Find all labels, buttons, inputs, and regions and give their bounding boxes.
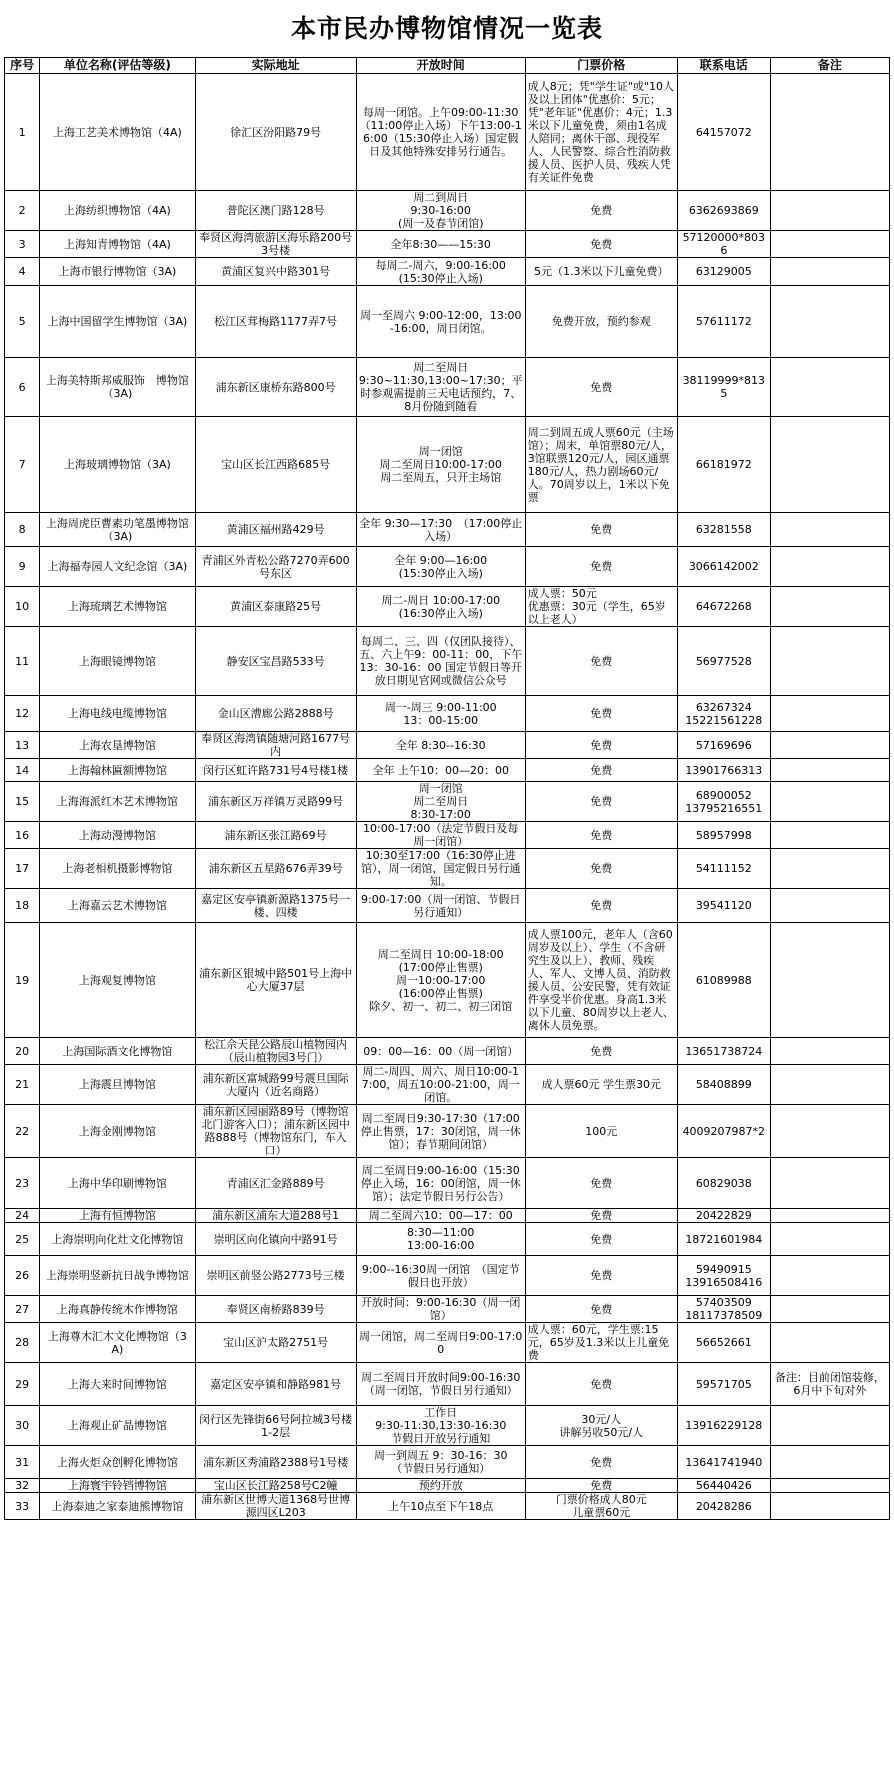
cell-price: 100元 [525, 1105, 677, 1158]
cell-price: 免费 [525, 1158, 677, 1209]
table-row [5, 547, 890, 587]
cell-hours: 周一闭馆 周二至周日 8:30-17:00 [356, 782, 525, 822]
cell-address: 松江佘天昆公路辰山植物园内（辰山植物园3号门） [195, 1038, 356, 1065]
cell-address: 浦东新区张江路69号 [195, 822, 356, 849]
cell-no: 16 [5, 822, 40, 849]
cell-name: 上海泰迪之家泰迪熊博物馆 [40, 1493, 195, 1520]
cell-remark [770, 782, 889, 822]
cell-address: 宝山区长江路258号C2幢 [195, 1479, 356, 1493]
cell-name: 上海玻璃博物馆（3A) [40, 417, 195, 513]
cell-remark [770, 1158, 889, 1209]
cell-phone: 68900052 13795216551 [677, 782, 770, 822]
cell-no: 3 [5, 231, 40, 258]
cell-remark [770, 513, 889, 547]
cell-no: 14 [5, 759, 40, 782]
cell-phone: 3066142002 [677, 547, 770, 587]
cell-address: 浦东新区万祥镇万灵路99号 [195, 782, 356, 822]
cell-no: 21 [5, 1065, 40, 1105]
cell-remark [770, 889, 889, 923]
cell-no: 17 [5, 849, 40, 889]
cell-price: 成人票100元，老年人（含60周岁及以上）、学生（不含研究生及以上）、教师、残疾人、军人、文博人员、消防救援人员、公安民警，凭有效证件享受半价优惠。身高1.3米以下儿童、80周岁以上老人、离休人员免票。 [525, 923, 677, 1038]
cell-price: 免费开放，预约参观 [525, 286, 677, 358]
cell-hours: 周一闭馆 周二至周日10:00-17:00 周二至周五，只开主场馆 [356, 417, 525, 513]
header-address: 实际地址 [195, 58, 356, 74]
table-row [5, 74, 890, 191]
cell-no: 29 [5, 1363, 40, 1406]
cell-address: 黄浦区福州路429号 [195, 513, 356, 547]
cell-phone: 66181972 [677, 417, 770, 513]
cell-price: 免费 [525, 1038, 677, 1065]
cell-remark [770, 191, 889, 231]
cell-price: 免费 [525, 513, 677, 547]
cell-name: 上海电线电缆博物馆 [40, 696, 195, 732]
cell-phone: 13641741940 [677, 1446, 770, 1479]
cell-phone: 13901766313 [677, 759, 770, 782]
cell-no: 2 [5, 191, 40, 231]
cell-price: 免费 [525, 1446, 677, 1479]
cell-name: 上海工艺美术博物馆（4A) [40, 74, 195, 191]
table-row [5, 1406, 890, 1446]
cell-name: 上海震旦博物馆 [40, 1065, 195, 1105]
cell-no: 15 [5, 782, 40, 822]
cell-name: 上海大来时间博物馆 [40, 1363, 195, 1406]
cell-remark [770, 258, 889, 286]
cell-remark [770, 849, 889, 889]
cell-name: 上海美特斯邦威服饰 博物馆（3A) [40, 358, 195, 417]
table-row [5, 1158, 890, 1209]
header-price: 门票价格 [525, 58, 677, 74]
cell-price: 免费 [525, 849, 677, 889]
cell-remark [770, 1038, 889, 1065]
cell-phone: 18721601984 [677, 1223, 770, 1256]
cell-address: 松江区茸梅路1177弄7号 [195, 286, 356, 358]
cell-no: 8 [5, 513, 40, 547]
cell-address: 奉贤区南桥路839号 [195, 1296, 356, 1323]
cell-address: 浦东新区康桥东路800号 [195, 358, 356, 417]
cell-phone: 63129005 [677, 258, 770, 286]
cell-name: 上海周虎臣曹素功笔墨博物馆（3A) [40, 513, 195, 547]
cell-hours: 周二至周日9:00-16:00（15:30停止入场，16：00闭馆，周一休馆）；法定节假日另行公告） [356, 1158, 525, 1209]
header-no: 序号 [5, 58, 40, 74]
cell-price: 免费 [525, 1209, 677, 1223]
cell-phone: 61089988 [677, 923, 770, 1038]
table-row [5, 1038, 890, 1065]
cell-name: 上海眼镜博物馆 [40, 627, 195, 696]
cell-price: 免费 [525, 1256, 677, 1296]
cell-name: 上海观止矿晶博物馆 [40, 1406, 195, 1446]
cell-hours: 开放时间：9:00-16:30（周一闭馆） [356, 1296, 525, 1323]
cell-price: 免费 [525, 732, 677, 759]
cell-remark [770, 923, 889, 1038]
cell-name: 上海翰林匾额博物馆 [40, 759, 195, 782]
cell-address: 浦东新区园丽路89号（博物馆北门游客入口）；浦东新区园中路888号（博物馆东门，车入口） [195, 1105, 356, 1158]
cell-remark [770, 759, 889, 782]
museum-table [4, 57, 890, 1520]
cell-address: 崇明区向化镇向中路91号 [195, 1223, 356, 1256]
cell-hours: 周二至周日 9:30~11:30,13:00~17:30；平时参观需提前三天电话预约，7、8月份随到随看 [356, 358, 525, 417]
cell-name: 上海寰宇铃铛博物馆 [40, 1479, 195, 1493]
cell-no: 5 [5, 286, 40, 358]
cell-name: 上海崇明向化灶文化博物馆 [40, 1223, 195, 1256]
cell-price: 免费 [525, 696, 677, 732]
cell-name: 上海观复博物馆 [40, 923, 195, 1038]
cell-remark [770, 1065, 889, 1105]
cell-hours: 周二-周日 10:00-17:00 (16:30停止入场) [356, 587, 525, 627]
cell-address: 黄浦区泰康路25号 [195, 587, 356, 627]
table-row [5, 759, 890, 782]
cell-hours: 10:00-17:00（法定节假日及每周一闭馆） [356, 822, 525, 849]
cell-no: 25 [5, 1223, 40, 1256]
cell-hours: 9:00-17:00（周一闭馆、节假日另行通知） [356, 889, 525, 923]
table-row [5, 782, 890, 822]
cell-name: 上海崇明竖新抗日战争博物馆 [40, 1256, 195, 1296]
cell-no: 18 [5, 889, 40, 923]
table-row [5, 923, 890, 1038]
cell-price: 免费 [525, 782, 677, 822]
cell-phone: 39541120 [677, 889, 770, 923]
cell-price: 免费 [525, 1479, 677, 1493]
table-row [5, 822, 890, 849]
table-body [5, 74, 890, 1520]
cell-hours: 周一至周六 9:00-12:00，13:00-16:00，周日闭馆。 [356, 286, 525, 358]
cell-remark [770, 74, 889, 191]
cell-name: 上海火炬众创孵化博物馆 [40, 1446, 195, 1479]
cell-name: 上海金刚博物馆 [40, 1105, 195, 1158]
cell-remark [770, 732, 889, 759]
cell-phone: 4009207987*2 [677, 1105, 770, 1158]
cell-name: 上海知青博物馆（4A) [40, 231, 195, 258]
table-row [5, 587, 890, 627]
cell-hours: 全年 上午10：00—20：00 [356, 759, 525, 782]
cell-phone: 59490915 13916508416 [677, 1256, 770, 1296]
cell-address: 浦东新区五星路676弄39号 [195, 849, 356, 889]
cell-remark [770, 1209, 889, 1223]
cell-price: 成人票：50元 优惠票：30元（学生，65岁以上老人） [525, 587, 677, 627]
cell-phone: 56652661 [677, 1323, 770, 1363]
cell-no: 7 [5, 417, 40, 513]
cell-remark [770, 1223, 889, 1256]
cell-remark [770, 1323, 889, 1363]
table-row [5, 258, 890, 286]
cell-no: 22 [5, 1105, 40, 1158]
cell-phone: 58408899 [677, 1065, 770, 1105]
cell-name: 上海真静传统木作博物馆 [40, 1296, 195, 1323]
table-row [5, 1479, 890, 1493]
table-row [5, 1209, 890, 1223]
cell-remark [770, 1446, 889, 1479]
cell-phone: 57403509 18117378509 [677, 1296, 770, 1323]
cell-name: 上海有恒博物馆 [40, 1209, 195, 1223]
cell-price: 30元/人 讲解另收50元/人 [525, 1406, 677, 1446]
cell-address: 宝山区沪太路2751号 [195, 1323, 356, 1363]
cell-price: 周二到周五成人票60元（主场馆）；周末，单馆票80元/人，3馆联票120元/人，园区通票180元/人，热力剧场60元/人。70周岁以上，1米以下免票 [525, 417, 677, 513]
cell-remark [770, 587, 889, 627]
cell-price: 免费 [525, 759, 677, 782]
cell-hours: 周一到周五 9：30-16：30 （节假日另行通知） [356, 1446, 525, 1479]
cell-hours: 工作日 9:30-11:30,13:30-16:30 节假日开放另行通知 [356, 1406, 525, 1446]
cell-phone: 57120000*8036 [677, 231, 770, 258]
table-row [5, 1256, 890, 1296]
cell-remark [770, 1296, 889, 1323]
table-row [5, 1065, 890, 1105]
cell-price: 5元（1.3米以下儿童免费） [525, 258, 677, 286]
cell-hours: 周二至周六10：00—17：00 [356, 1209, 525, 1223]
cell-hours: 每周二、三、四（仅团队接待）、五、六上午9：00-11：00，下午13：30-16：00 国定节假日等开放日期见官网或微信公众号 [356, 627, 525, 696]
cell-no: 4 [5, 258, 40, 286]
table-row [5, 889, 890, 923]
cell-hours: 周一-周三 9:00-11:00 13：00-15:00 [356, 696, 525, 732]
cell-price: 成人票60元 学生票30元 [525, 1065, 677, 1105]
cell-phone: 13651738724 [677, 1038, 770, 1065]
cell-address: 青浦区外青松公路7270弄600号东区 [195, 547, 356, 587]
cell-name: 上海中华印刷博物馆 [40, 1158, 195, 1209]
cell-no: 10 [5, 587, 40, 627]
cell-no: 20 [5, 1038, 40, 1065]
cell-name: 上海尊木汇木文化博物馆（3A) [40, 1323, 195, 1363]
cell-address: 浦东新区富城路99号震旦国际大厦内（近名商路） [195, 1065, 356, 1105]
cell-address: 青浦区汇金路889号 [195, 1158, 356, 1209]
cell-hours: 周一闭馆，周二至周日9:00-17:00 [356, 1323, 525, 1363]
cell-address: 宝山区长江西路685号 [195, 417, 356, 513]
cell-no: 11 [5, 627, 40, 696]
header-name: 单位名称(评估等级) [40, 58, 195, 74]
cell-no: 28 [5, 1323, 40, 1363]
document-title: 本市民办博物馆情况一览表 [290, 14, 603, 43]
cell-name: 上海老相机摄影博物馆 [40, 849, 195, 889]
table-row [5, 1446, 890, 1479]
cell-hours: 全年 9:30—17:30 （17:00停止入场） [356, 513, 525, 547]
cell-name: 上海动漫博物馆 [40, 822, 195, 849]
cell-price: 免费 [525, 822, 677, 849]
cell-no: 26 [5, 1256, 40, 1296]
cell-remark [770, 1105, 889, 1158]
cell-name: 上海福寿园人文纪念馆（3A) [40, 547, 195, 587]
cell-name: 上海农垦博物馆 [40, 732, 195, 759]
cell-remark [770, 358, 889, 417]
cell-no: 13 [5, 732, 40, 759]
cell-hours: 9:00--16:30周一闭馆 （国定节假日也开放） [356, 1256, 525, 1296]
cell-hours: 周二到周日 9:30-16:00 (周一及春节闭馆) [356, 191, 525, 231]
cell-no: 19 [5, 923, 40, 1038]
cell-phone: 54111152 [677, 849, 770, 889]
table-row [5, 358, 890, 417]
cell-no: 24 [5, 1209, 40, 1223]
table-row [5, 732, 890, 759]
cell-address: 静安区宝昌路533号 [195, 627, 356, 696]
cell-price: 免费 [525, 547, 677, 587]
cell-remark [770, 1406, 889, 1446]
cell-price: 免费 [525, 889, 677, 923]
cell-address: 徐汇区汾阳路79号 [195, 74, 356, 191]
table-row [5, 1105, 890, 1158]
cell-address: 嘉定区安亭镇新源路1375号一楼、四楼 [195, 889, 356, 923]
cell-phone: 56440426 [677, 1479, 770, 1493]
cell-price: 免费 [525, 627, 677, 696]
cell-phone: 13916229128 [677, 1406, 770, 1446]
cell-address: 黄浦区复兴中路301号 [195, 258, 356, 286]
cell-no: 32 [5, 1479, 40, 1493]
cell-name: 上海国际酒文化博物馆 [40, 1038, 195, 1065]
cell-phone: 57169696 [677, 732, 770, 759]
table-row [5, 1323, 890, 1363]
cell-hours: 预约开放 [356, 1479, 525, 1493]
table-row [5, 1363, 890, 1406]
cell-no: 9 [5, 547, 40, 587]
cell-phone: 64157072 [677, 74, 770, 191]
cell-hours: 周二至周日开放时间9:00-16:30（周一闭馆，节假日另行通知） [356, 1363, 525, 1406]
header-remark: 备注 [770, 58, 889, 74]
table-row [5, 849, 890, 889]
cell-address: 奉贤区海湾旅游区海乐路200号3号楼 [195, 231, 356, 258]
cell-phone: 59571705 [677, 1363, 770, 1406]
cell-remark: 备注：目前闭馆装修，6月中下旬对外 [770, 1363, 889, 1406]
cell-address: 浦东新区世博大道1368号世博源四区L203 [195, 1493, 356, 1520]
cell-address: 普陀区澳门路128号 [195, 191, 356, 231]
cell-no: 30 [5, 1406, 40, 1446]
cell-no: 31 [5, 1446, 40, 1479]
cell-hours: 周二至周日 10:00-18:00 (17:00停止售票) 周一10:00-17:00 (16:00停止售票) 除夕、初一、初二、初三闭馆 [356, 923, 525, 1038]
cell-price: 免费 [525, 1296, 677, 1323]
table-row [5, 231, 890, 258]
table-row [5, 513, 890, 547]
cell-phone: 64672268 [677, 587, 770, 627]
cell-remark [770, 1479, 889, 1493]
cell-phone: 63267324 15221561228 [677, 696, 770, 732]
cell-address: 闵行区虹许路731号4号楼1楼 [195, 759, 356, 782]
cell-remark [770, 627, 889, 696]
cell-address: 浦东新区秀浦路2388号1号楼 [195, 1446, 356, 1479]
cell-remark [770, 1256, 889, 1296]
cell-address: 浦东新区浦东大道288号1 [195, 1209, 356, 1223]
cell-hours: 上午10点至下午18点 [356, 1493, 525, 1520]
cell-name: 上海海派红木艺术博物馆 [40, 782, 195, 822]
cell-price: 免费 [525, 191, 677, 231]
cell-no: 6 [5, 358, 40, 417]
cell-phone: 38119999*8135 [677, 358, 770, 417]
cell-remark [770, 822, 889, 849]
cell-price: 免费 [525, 1223, 677, 1256]
cell-remark [770, 286, 889, 358]
cell-phone: 20422829 [677, 1209, 770, 1223]
cell-remark [770, 417, 889, 513]
cell-address: 闵行区先锋街66号阿拉城3号楼1-2层 [195, 1406, 356, 1446]
cell-hours: 每周一闭馆。上午09:00-11:30（11:00停止入场）下午13:00-16:00（15:30停止入场）国定假日及其他特殊安排另行通告。 [356, 74, 525, 191]
cell-hours: 全年 9:00—16:00 (15:30停止入场) [356, 547, 525, 587]
cell-remark [770, 231, 889, 258]
cell-phone: 57611172 [677, 286, 770, 358]
cell-phone: 20428286 [677, 1493, 770, 1520]
cell-price: 成人票：60元，学生票:15元，65岁及1.3米以上儿童免费 [525, 1323, 677, 1363]
cell-remark [770, 1493, 889, 1520]
cell-no: 23 [5, 1158, 40, 1209]
cell-name: 上海嘉云艺术博物馆 [40, 889, 195, 923]
cell-hours: 全年8:30——15:30 [356, 231, 525, 258]
cell-address: 嘉定区安亭镇和静路981号 [195, 1363, 356, 1406]
cell-address: 崇明区前竖公路2773号三楼 [195, 1256, 356, 1296]
cell-remark [770, 547, 889, 587]
cell-hours: 全年 8:30--16:30 [356, 732, 525, 759]
cell-phone: 58957998 [677, 822, 770, 849]
table-row [5, 696, 890, 732]
table-row [5, 1223, 890, 1256]
cell-address: 金山区漕廊公路2888号 [195, 696, 356, 732]
cell-price: 免费 [525, 358, 677, 417]
cell-price: 免费 [525, 231, 677, 258]
cell-remark [770, 696, 889, 732]
cell-hours: 每周二-周六，9:00-16:00 (15:30停止入场) [356, 258, 525, 286]
cell-name: 上海纺织博物馆（4A) [40, 191, 195, 231]
cell-price: 免费 [525, 1363, 677, 1406]
table-row [5, 627, 890, 696]
table-row [5, 286, 890, 358]
cell-hours: 周二至周日9:30-17:30（17:00停止售票，17：30闭馆，周一休馆）；春节期间闭馆） [356, 1105, 525, 1158]
table-row [5, 1296, 890, 1323]
cell-price: 成人8元；凭"学生证"或"10人及以上团体"优惠价：5元；凭"老年证"优惠价：4元；1.3米以下儿童免费，须由1名成人陪同；离休干部、现役军人、人民警察、综合性消防救援人员、医护人员、残疾人凭有关证件免费 [525, 74, 677, 191]
table-row [5, 1493, 890, 1520]
cell-no: 27 [5, 1296, 40, 1323]
cell-hours: 8:30—11:00 13:00-16:00 [356, 1223, 525, 1256]
cell-price: 门票价格成人80元 儿童票60元 [525, 1493, 677, 1520]
table-header-row [5, 58, 890, 74]
table-row [5, 191, 890, 231]
cell-address: 奉贤区海湾镇随塘河路1677号内 [195, 732, 356, 759]
header-phone: 联系电话 [677, 58, 770, 74]
cell-hours: 周二-周四、周六、周日10:00-17:00，周五10:00-21:00，周一闭馆。 [356, 1065, 525, 1105]
header-hours: 开放时间 [356, 58, 525, 74]
cell-name: 上海琉璃艺术博物馆 [40, 587, 195, 627]
cell-address: 浦东新区银城中路501号上海中心大厦37层 [195, 923, 356, 1038]
cell-phone: 6362693869 [677, 191, 770, 231]
cell-no: 1 [5, 74, 40, 191]
cell-hours: 10:30至17:00（16:30停止进馆），周一闭馆，国定假日另行通知。 [356, 849, 525, 889]
cell-no: 12 [5, 696, 40, 732]
cell-phone: 56977528 [677, 627, 770, 696]
cell-phone: 60829038 [677, 1158, 770, 1209]
cell-phone: 63281558 [677, 513, 770, 547]
cell-no: 33 [5, 1493, 40, 1520]
cell-name: 上海中国留学生博物馆（3A) [40, 286, 195, 358]
cell-hours: 09：00—16：00（周一闭馆） [356, 1038, 525, 1065]
table-row [5, 417, 890, 513]
cell-name: 上海市银行博物馆（3A) [40, 258, 195, 286]
